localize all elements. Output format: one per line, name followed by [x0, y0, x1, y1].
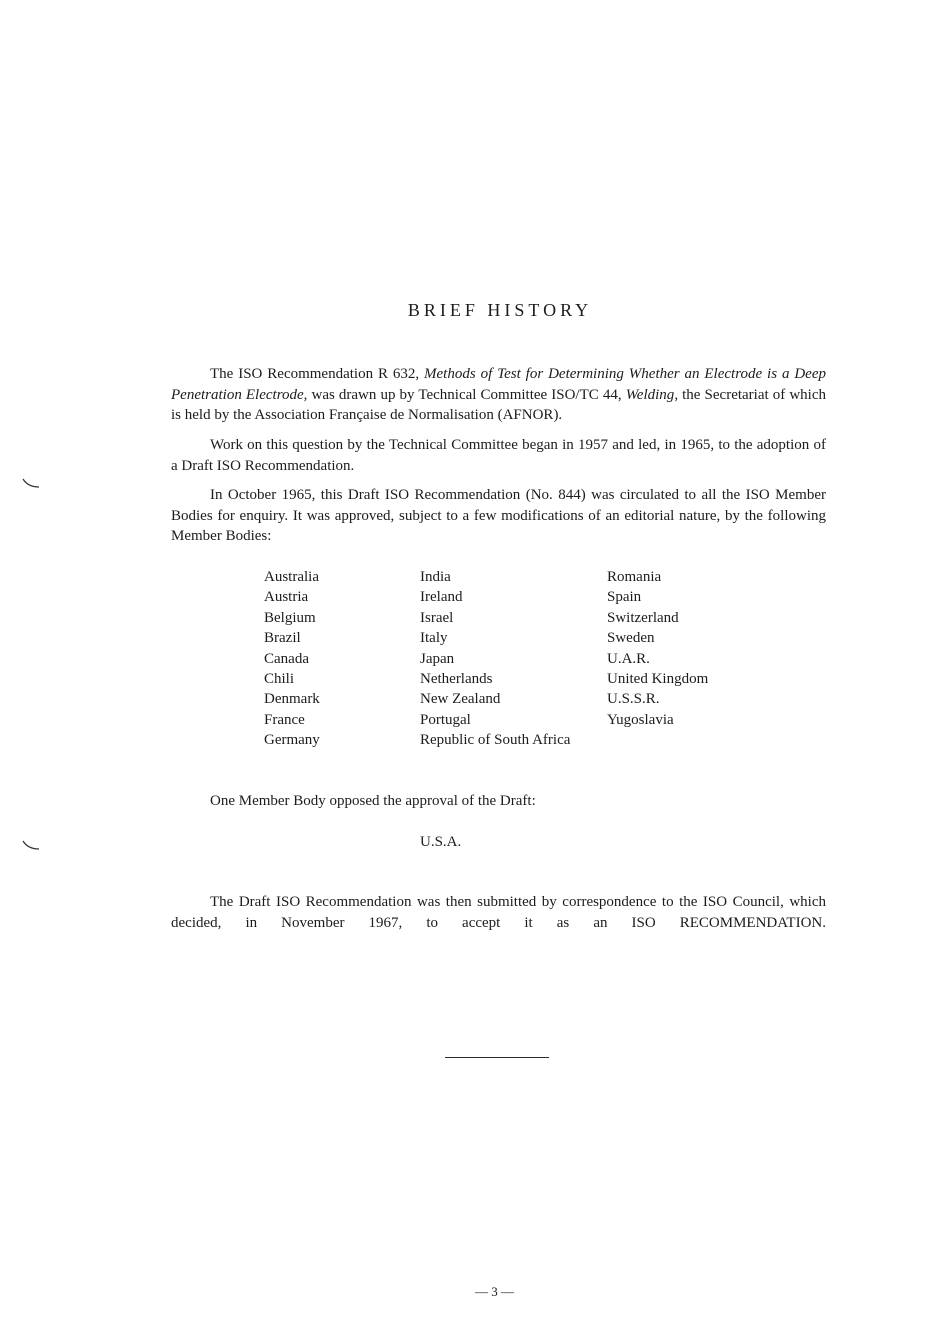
paragraph-acceptance [171, 892, 826, 933]
paragraph-circulation-text: In October 1965, this Draft ISO Recommendation (No. 844) was circulated to all the ISO Member Bodies for enquiry. It was approved, subject to a few modifications of an editorial nature, by the following Member Bodies: [171, 487, 826, 544]
punch-hole-mark-icon [22, 478, 40, 488]
page-title: BRIEF HISTORY [407, 300, 593, 320]
member-body: Sweden [607, 630, 655, 647]
committee-subject: Welding [625, 386, 675, 403]
member-body: Romania [607, 569, 662, 585]
page-number: — 3 — [475, 1284, 514, 1299]
recommendation-title: Methods of Test for Determining Whether an Electrode is a Deep Penetration Electrode [171, 366, 826, 403]
punch-hole-mark-icon [22, 840, 40, 850]
paragraph-opposition: One Member Body opposed the approval of the Draft: [210, 793, 536, 809]
opposing-member-body: U.S.A. [420, 834, 462, 850]
member-bodies-column-1 [264, 567, 320, 751]
member-body: Israel [420, 609, 454, 626]
member-body: New Zealand [420, 691, 501, 708]
member-body: Italy [420, 630, 448, 647]
paragraph-committee-work-text: Work on this question by the Technical Committee began in 1957 and led, in 1965, to the adoption of a Draft ISO Recommendation. [171, 437, 826, 474]
member-body: Denmark [264, 691, 320, 708]
member-body: India [420, 569, 451, 585]
paragraph-committee-work [171, 435, 826, 476]
member-bodies-column-3 [607, 567, 708, 730]
paragraph-circulation [171, 485, 826, 547]
member-body: Japan [420, 650, 455, 667]
member-bodies-column-2 [420, 567, 570, 751]
paragraph-origin-text-2: , was drawn up by Technical Committee ISO/TC 44, [303, 386, 626, 403]
member-body: Yugoslavia [607, 711, 674, 728]
member-body: Netherlands [420, 671, 493, 688]
member-body: Canada [264, 650, 309, 667]
member-body: Belgium [264, 609, 316, 626]
member-body: France [264, 711, 305, 728]
paragraph-origin [171, 364, 826, 426]
member-body: Austria [264, 589, 309, 606]
paragraph-acceptance-text: The Draft ISO Recommendation was then submitted by correspondence to the ISO Council, which decided, in November 1967, to accept it as an ISO RECOMMENDATION. [171, 894, 826, 931]
member-body: Republic of South Africa [420, 732, 571, 749]
member-body: Brazil [264, 630, 301, 647]
member-body: United Kingdom [607, 671, 709, 688]
member-body: U.A.R. [607, 650, 650, 667]
end-rule-divider [445, 1057, 549, 1058]
member-body: Spain [607, 589, 642, 606]
paragraph-origin-text-3: , the Secretariat of which is held by the Association Française de Normalisation (AFNOR). [171, 386, 826, 423]
member-body: Ireland [420, 589, 463, 606]
member-body: Portugal [420, 711, 471, 728]
member-body: Germany [264, 732, 320, 749]
paragraph-origin-text-1: The ISO Recommendation R 632, [210, 366, 425, 382]
member-body: Chili [264, 671, 295, 688]
member-body: Switzerland [607, 609, 679, 626]
member-body: Australia [264, 569, 319, 585]
member-body: U.S.S.R. [607, 691, 660, 708]
